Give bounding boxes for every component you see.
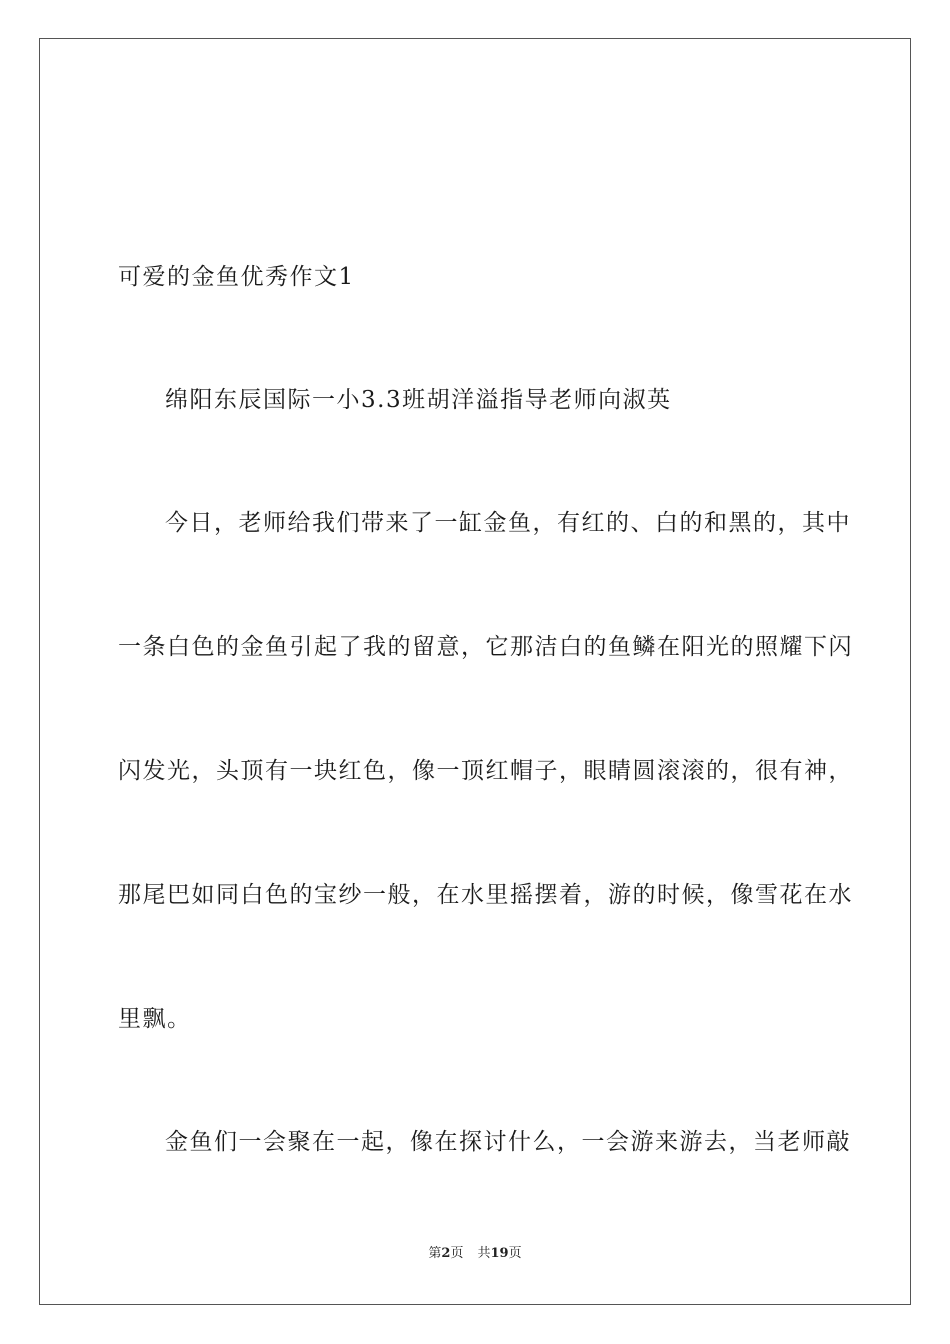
page-prefix: 第 bbox=[428, 1246, 442, 1261]
author-line: 绵阳东辰国际一小3.3班胡洋溢指导老师向淑英 bbox=[165, 387, 672, 413]
total-page-count: 19 bbox=[490, 1246, 509, 1261]
paragraph-1-line-2: 一条白色的金鱼引起了我的留意，它那洁白的鱼鳞在阳光的照耀下闪 bbox=[118, 634, 853, 660]
page-footer bbox=[0, 1245, 950, 1263]
page-border bbox=[39, 38, 911, 1305]
total-prefix: 共 bbox=[477, 1246, 491, 1261]
paragraph-1-line-3: 闪发光，头顶有一块红色，像一顶红帽子，眼睛圆滚滚的，很有神， bbox=[118, 758, 853, 784]
paragraph-1-line-4: 那尾巴如同白色的宝纱一般，在水里摇摆着，游的时候，像雪花在水 bbox=[118, 882, 853, 908]
current-page-number: 2 bbox=[441, 1246, 451, 1261]
total-suffix: 页 bbox=[508, 1246, 522, 1261]
paragraph-2-line-1: 金鱼们一会聚在一起，像在探讨什么，一会游来游去，当老师敲 bbox=[165, 1129, 851, 1155]
page-suffix: 页 bbox=[450, 1246, 464, 1261]
paragraph-1-line-1: 今日，老师给我们带来了一缸金鱼，有红的、白的和黑的，其中 bbox=[165, 510, 851, 536]
document-title: 可爱的金鱼优秀作文1 bbox=[118, 264, 355, 290]
paragraph-1-line-5: 里飘。 bbox=[118, 1006, 192, 1032]
